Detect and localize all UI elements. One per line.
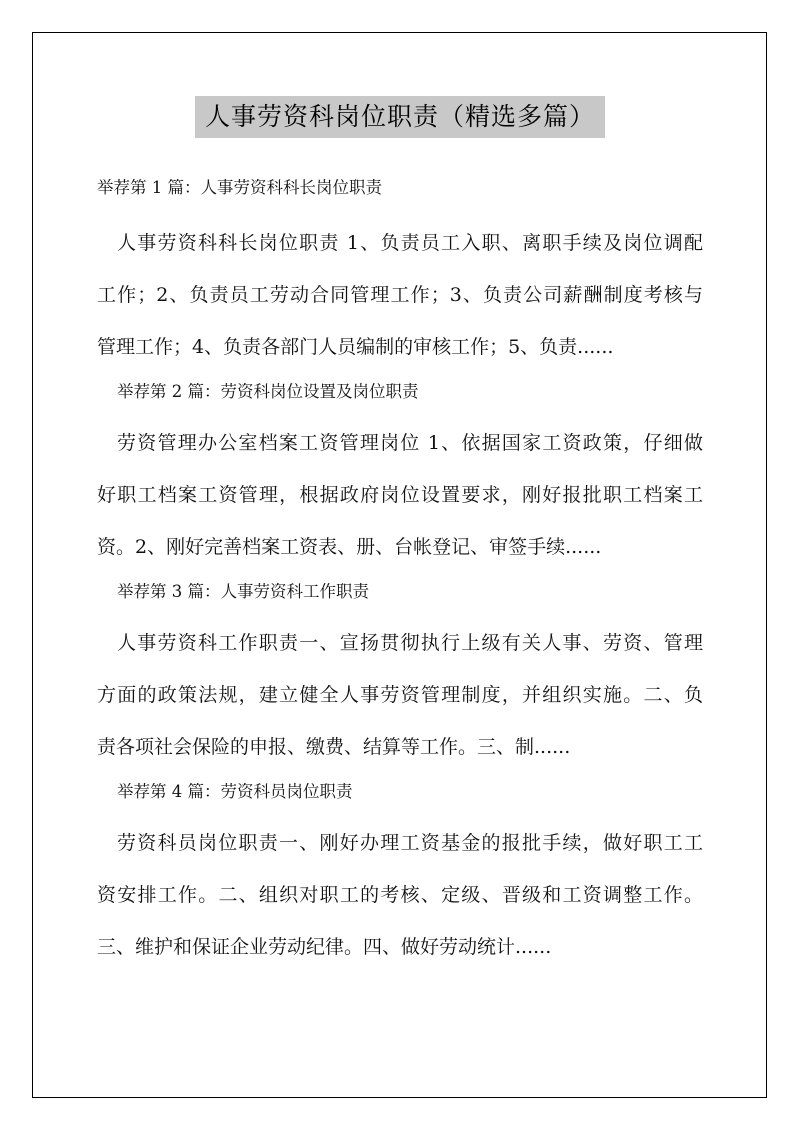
section-3-line-3: 责各项社会保险的申报、缴费、结算等工作。三、制...... [97, 736, 571, 758]
section-4-line-3: 三、维护和保证企业劳动纪律。四、做好劳动统计...... [97, 936, 552, 958]
section-2-line-2: 好职工档案工资管理，根据政府岗位设置要求，刚好报批职工档案工 [97, 484, 703, 506]
section-heading-1: 举荐第 1 篇：人事劳资科科长岗位职责 [97, 178, 382, 197]
document-title: 人事劳资科岗位职责（精选多篇） [195, 96, 605, 138]
section-1-line-3: 管理工作；4、负责各部门人员编制的审核工作；5、负责...... [97, 336, 614, 358]
section-body-1 [97, 217, 703, 373]
section-1-line-1: 人事劳资科科长岗位职责 1、负责员工入职、离职手续及岗位调配 [117, 232, 703, 254]
section-body-4 [97, 817, 703, 973]
section-4-line-1: 劳资科员岗位职责一、刚好办理工资基金的报批手续，做好职工工 [117, 832, 703, 854]
section-heading-4: 举荐第 4 篇：劳资科员岗位职责 [117, 782, 353, 801]
section-3-line-1: 人事劳资科工作职责一、宣扬贯彻执行上级有关人事、劳资、管理 [117, 632, 703, 654]
section-body-2 [97, 417, 703, 573]
title-wrap [0, 96, 800, 138]
document-content [97, 169, 703, 973]
section-body-3 [97, 617, 703, 773]
section-4-line-2: 资安排工作。二、组织对职工的考核、定级、晋级和工资调整工作。 [97, 884, 703, 906]
section-2-line-3: 资。2、刚好完善档案工资表、册、台帐登记、审签手续...... [97, 536, 602, 558]
section-1-line-2: 工作；2、负责员工劳动合同管理工作；3、负责公司薪酬制度考核与 [97, 284, 703, 306]
section-3-line-2: 方面的政策法规，建立健全人事劳资管理制度，并组织实施。二、负 [97, 684, 703, 706]
section-heading-3: 举荐第 3 篇：人事劳资科工作职责 [117, 582, 369, 601]
section-2-line-1: 劳资管理办公室档案工资管理岗位 1、依据国家工资政策，仔细做 [117, 432, 703, 454]
section-heading-2: 举荐第 2 篇：劳资科岗位设置及岗位职责 [117, 382, 419, 401]
